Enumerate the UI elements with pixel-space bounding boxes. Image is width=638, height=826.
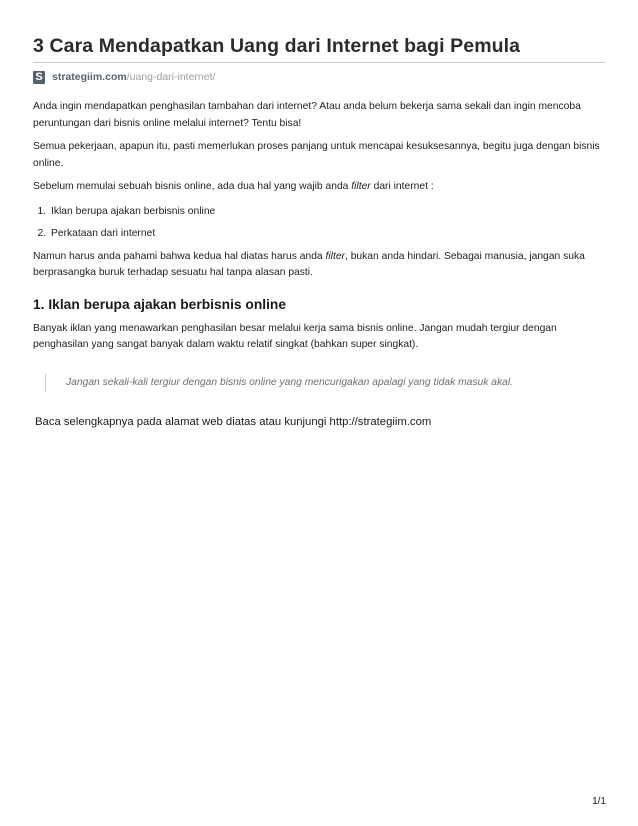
site-logo-icon: S xyxy=(33,71,45,84)
list-item: 2. Perkataan dari internet xyxy=(49,226,605,242)
paragraph-process: Semua pekerjaan, apapun itu, pasti memerlukan proses panjang untuk mencapai kesuksesannya, begitu juga dengan bisnis online. xyxy=(33,141,600,169)
emphasis-filter: filter xyxy=(351,181,371,192)
page-number: 1/1 xyxy=(592,796,606,807)
quote-text: Jangan sekali-kali tergiur dengan bisnis online yang mencurigakan apalagi yang tidak masuk akal. xyxy=(45,374,605,392)
paragraph-text: , bukan anda hindari. Sebagai manusia, jangan suka berprasangka buruk terhadap sesuatu hal tanpa alasan pasti. xyxy=(33,250,585,278)
section-heading: 1. Iklan berupa ajakan berbisnis online xyxy=(33,296,287,312)
paragraph-text: dari internet : xyxy=(370,181,434,192)
list-item: 1. Iklan berupa ajakan berbisnis online xyxy=(49,204,605,220)
paragraph-text: Namun harus anda pahami bahwa kedua hal diatas harus anda xyxy=(33,250,326,262)
document-page xyxy=(33,34,605,430)
paragraph-filter-intro xyxy=(33,179,605,196)
page-title: 3 Cara Mendapatkan Uang dari Internet bagi Pemula xyxy=(33,35,521,57)
numbered-list xyxy=(33,204,605,242)
source-line xyxy=(33,69,605,85)
paragraph-ads: Banyak iklan yang menawarkan penghasilan besar melalui kerja sama bisnis online. Jangan mudah tergiur dengan penghasilan yang sangat banyak dalam waktu relatif singkat (bahkan super singkat). xyxy=(33,322,557,350)
emphasis-filter: filter xyxy=(325,250,345,262)
title-divider xyxy=(33,62,605,63)
paragraph-understand xyxy=(33,249,605,282)
article-body xyxy=(33,99,605,430)
source-domain[interactable]: strategiim.com xyxy=(52,71,127,83)
read-more-note: Baca selengkapnya pada alamat web diatas atau kunjungi http://strategiim.com xyxy=(35,415,432,428)
paragraph-text: Sebelum memulai sebuah bisnis online, ada dua hal yang wajib anda xyxy=(33,181,352,192)
blockquote xyxy=(33,374,605,392)
paragraph-intro: Anda ingin mendapatkan penghasilan tambahan dari internet? Atau anda belum bekerja sama sekali dan ingin mencoba peruntungan dari bisnis online melalui internet? Tentu bisa! xyxy=(33,101,581,129)
source-path[interactable]: /uang-dari-internet/ xyxy=(126,71,216,83)
